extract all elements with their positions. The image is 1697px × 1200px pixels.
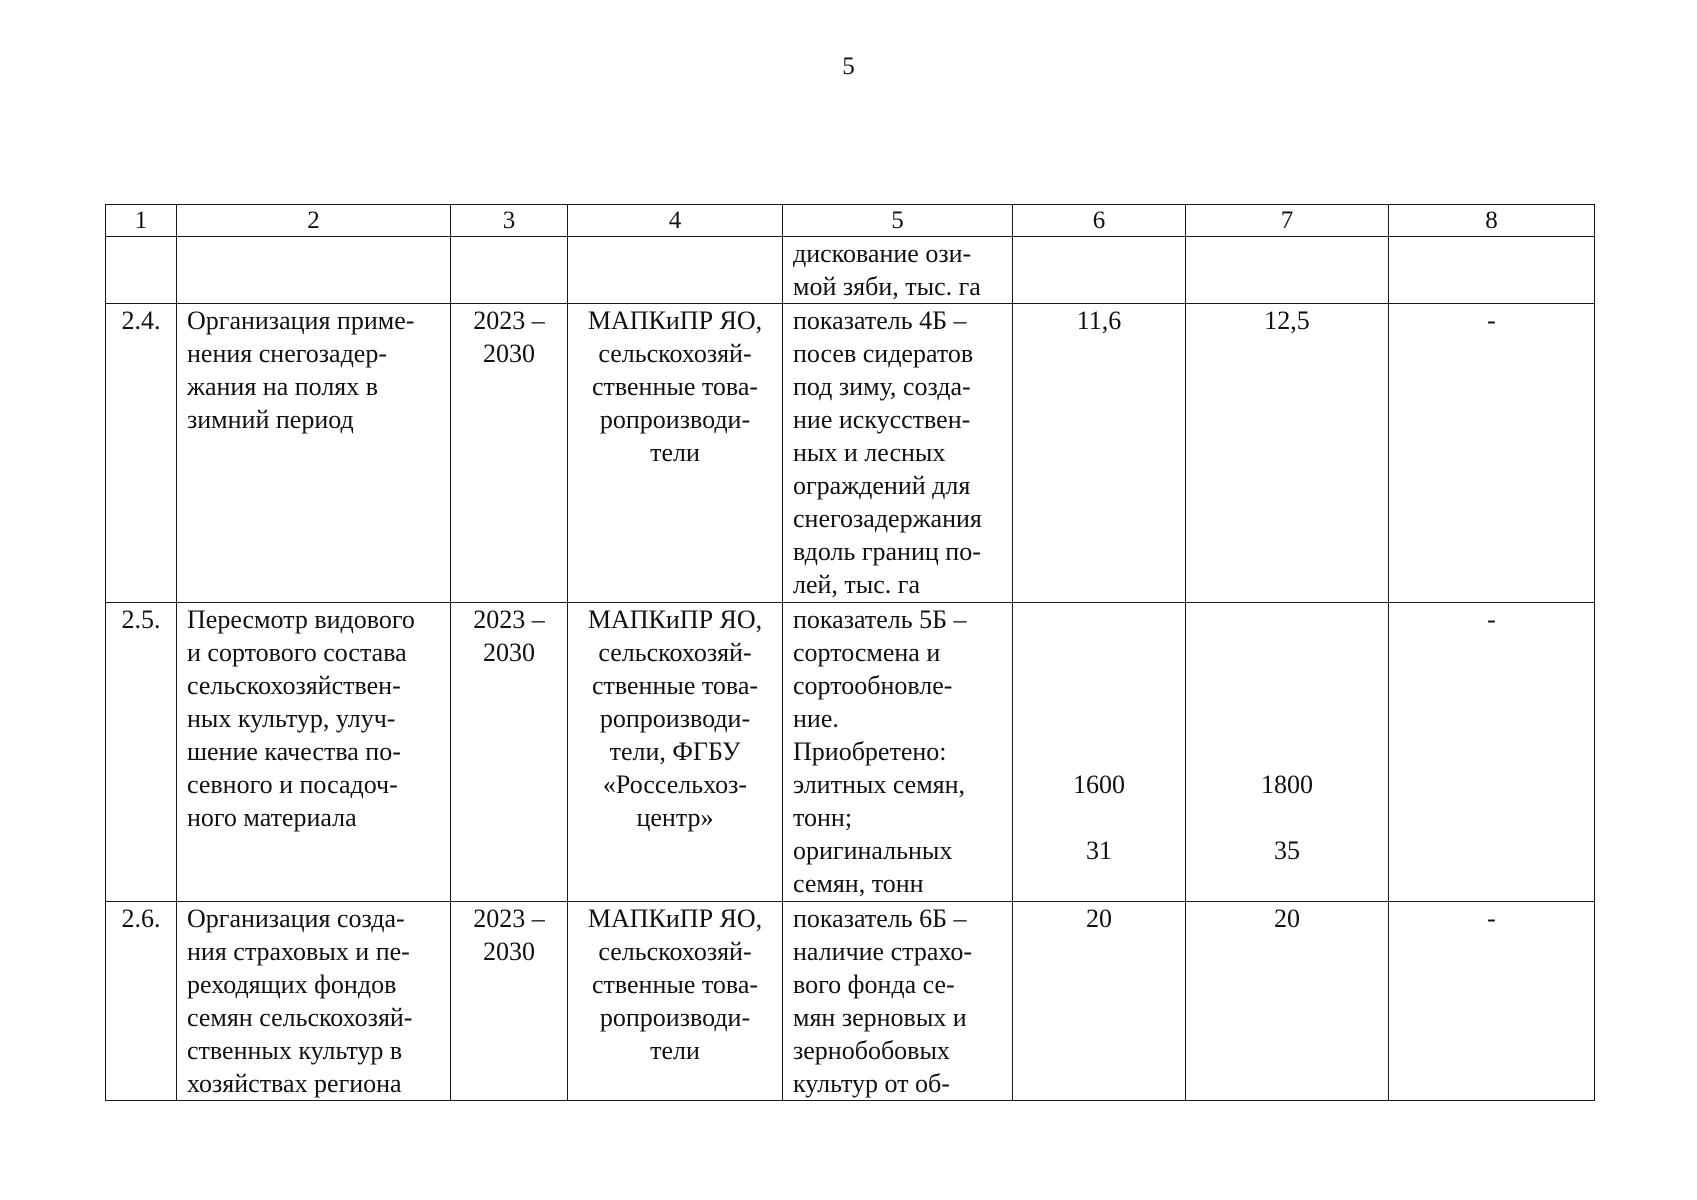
cell-spacer [1023,603,1175,768]
original-seeds-value: 31 [1086,836,1112,865]
indicator-line: зернобобовых [793,1036,950,1065]
period-line: 2030 [483,339,535,368]
name-line: зимний период [187,405,354,434]
indicator-line: показатель 6Б – [793,904,967,933]
executor-line: сельскохозяй- [598,339,752,368]
name-line: реходящих фондов [187,970,397,999]
indicator-line: семян, тонн [793,869,924,898]
column-header-5: 5 [783,205,1013,237]
indicator-line: показатель 5Б – [793,605,967,634]
cell-name [177,603,451,902]
period-line: 2030 [483,937,535,966]
name-line: нения снегозадер- [187,339,387,368]
cell-indicator [783,603,1013,902]
executor-line: тели, ФГБУ [609,737,741,766]
period-line: 2023 – [473,306,545,335]
cell-value-6: 20 [1013,902,1186,1101]
column-header-3: 3 [451,205,568,237]
indicator-line: Приобретено: [793,737,947,766]
period-line: 2023 – [473,904,545,933]
original-seeds-value: 35 [1274,836,1300,865]
cell-value-6 [1013,603,1186,902]
executor-line: ропроизводи- [599,405,751,434]
cell-indicator [783,304,1013,603]
indicator-line: оригинальных [793,836,953,865]
name-line: шение качества по- [187,737,401,766]
executor-line: тели [650,438,700,467]
cell-value-7: 12,5 [1186,304,1389,603]
indicator-line: сортосмена и [793,638,941,667]
indicator-line: вого фонда се- [793,970,955,999]
cell-number: 2.6. [106,902,177,1101]
table-row-2-6 [106,902,1595,1101]
cell-value-8: - [1389,902,1595,1101]
name-line: ственных культур в [187,1036,403,1065]
cell-value-6: 11,6 [1013,304,1186,603]
page-number: 5 [842,53,855,80]
cell-executor [568,304,783,603]
executor-line: МАПКиПР ЯО, [587,605,763,634]
cell-executor [568,603,783,902]
indicator-line: тонн; [793,803,853,832]
blank-line [1196,801,1378,834]
cell-number: 2.4. [106,304,177,603]
name-line: Организация созда- [187,904,405,933]
column-header-1: 1 [106,205,177,237]
cell-period [451,603,568,902]
cell-spacer [1196,603,1378,768]
cell-executor [568,902,783,1101]
executor-line: тели [650,1036,700,1065]
indicator-line: культур от об- [793,1069,950,1098]
period-line: 2023 – [473,605,545,634]
column-number-header-row [106,205,1595,237]
executor-line: ропроизводи- [599,1003,751,1032]
column-header-7: 7 [1186,205,1389,237]
indicator-line: ние искусствен- [793,405,971,434]
cell-value-8: - [1389,603,1595,902]
cell-period [451,902,568,1101]
indicator-line: ограждений для [793,471,971,500]
indicator-line: снегозадержания [793,504,982,533]
cell-value-8 [1389,237,1595,304]
indicator-line: вдоль границ по- [793,537,981,566]
name-line: ного материала [187,803,357,832]
cell-indicator [783,237,1013,304]
name-line: ния страховых и пе- [187,937,410,966]
name-line: семян сельскохозяй- [187,1003,413,1032]
column-header-6: 6 [1013,205,1186,237]
blank-line [1023,801,1175,834]
cell-period [451,304,568,603]
continuation-row [106,237,1595,304]
name-line: сельскохозяйствен- [187,671,401,700]
measures-table [105,204,1595,1101]
executor-line: МАПКиПР ЯО, [587,904,763,933]
executor-line: МАПКиПР ЯО, [587,306,763,335]
cell-number [106,237,177,304]
executor-line: сельскохозяй- [598,638,752,667]
name-line: хозяйствах региона [187,1069,402,1098]
name-line: ных культур, улуч- [187,704,396,733]
cell-name [177,304,451,603]
cell-number: 2.5. [106,603,177,902]
name-line: Пересмотр видового [187,605,415,634]
cell-name [177,237,451,304]
executor-line: сельскохозяй- [598,937,752,966]
executor-line: «Россельхоз- [602,770,748,799]
indicator-line: элитных семян, [793,770,966,799]
column-header-4: 4 [568,205,783,237]
cell-indicator [783,902,1013,1101]
cell-value-6 [1013,237,1186,304]
cell-value-7 [1186,237,1389,304]
cell-period [451,237,568,304]
indicator-line: лей, тыс. га [793,570,921,599]
name-line: и сортового состава [187,638,407,667]
indicator-line: наличие страхо- [793,937,973,966]
executor-line: ственные това- [591,671,759,700]
executor-line: центр» [636,803,714,832]
indicator-line: под зиму, созда- [793,372,971,401]
indicator-line: ние. [793,704,839,733]
period-line: 2030 [483,638,535,667]
indicator-line: ных и лесных [793,438,946,467]
indicator-line: показатель 4Б – [793,306,967,335]
cell-value-7: 20 [1186,902,1389,1101]
column-header-8: 8 [1389,205,1595,237]
indicator-line: мян зерновых и [793,1003,967,1032]
executor-line: ственные това- [591,372,759,401]
cell-name [177,902,451,1101]
column-header-2: 2 [177,205,451,237]
elite-seeds-value: 1800 [1261,770,1313,799]
name-line: севного и посадоч- [187,770,398,799]
executor-line: ственные това- [591,970,759,999]
cell-value-8: - [1389,304,1595,603]
cell-value-7 [1186,603,1389,902]
elite-seeds-value: 1600 [1073,770,1125,799]
indicator-line: дискование ози- [793,239,972,268]
indicator-line: мой зяби, тыс. га [793,272,981,301]
cell-executor [568,237,783,304]
executor-line: ропроизводи- [599,704,751,733]
indicator-line: сортообновле- [793,671,953,700]
name-line: жания на полях в [187,372,379,401]
table-row-2-5 [106,603,1595,902]
indicator-line: посев сидератов [793,339,974,368]
name-line: Организация приме- [187,306,415,335]
table-row-2-4 [106,304,1595,603]
